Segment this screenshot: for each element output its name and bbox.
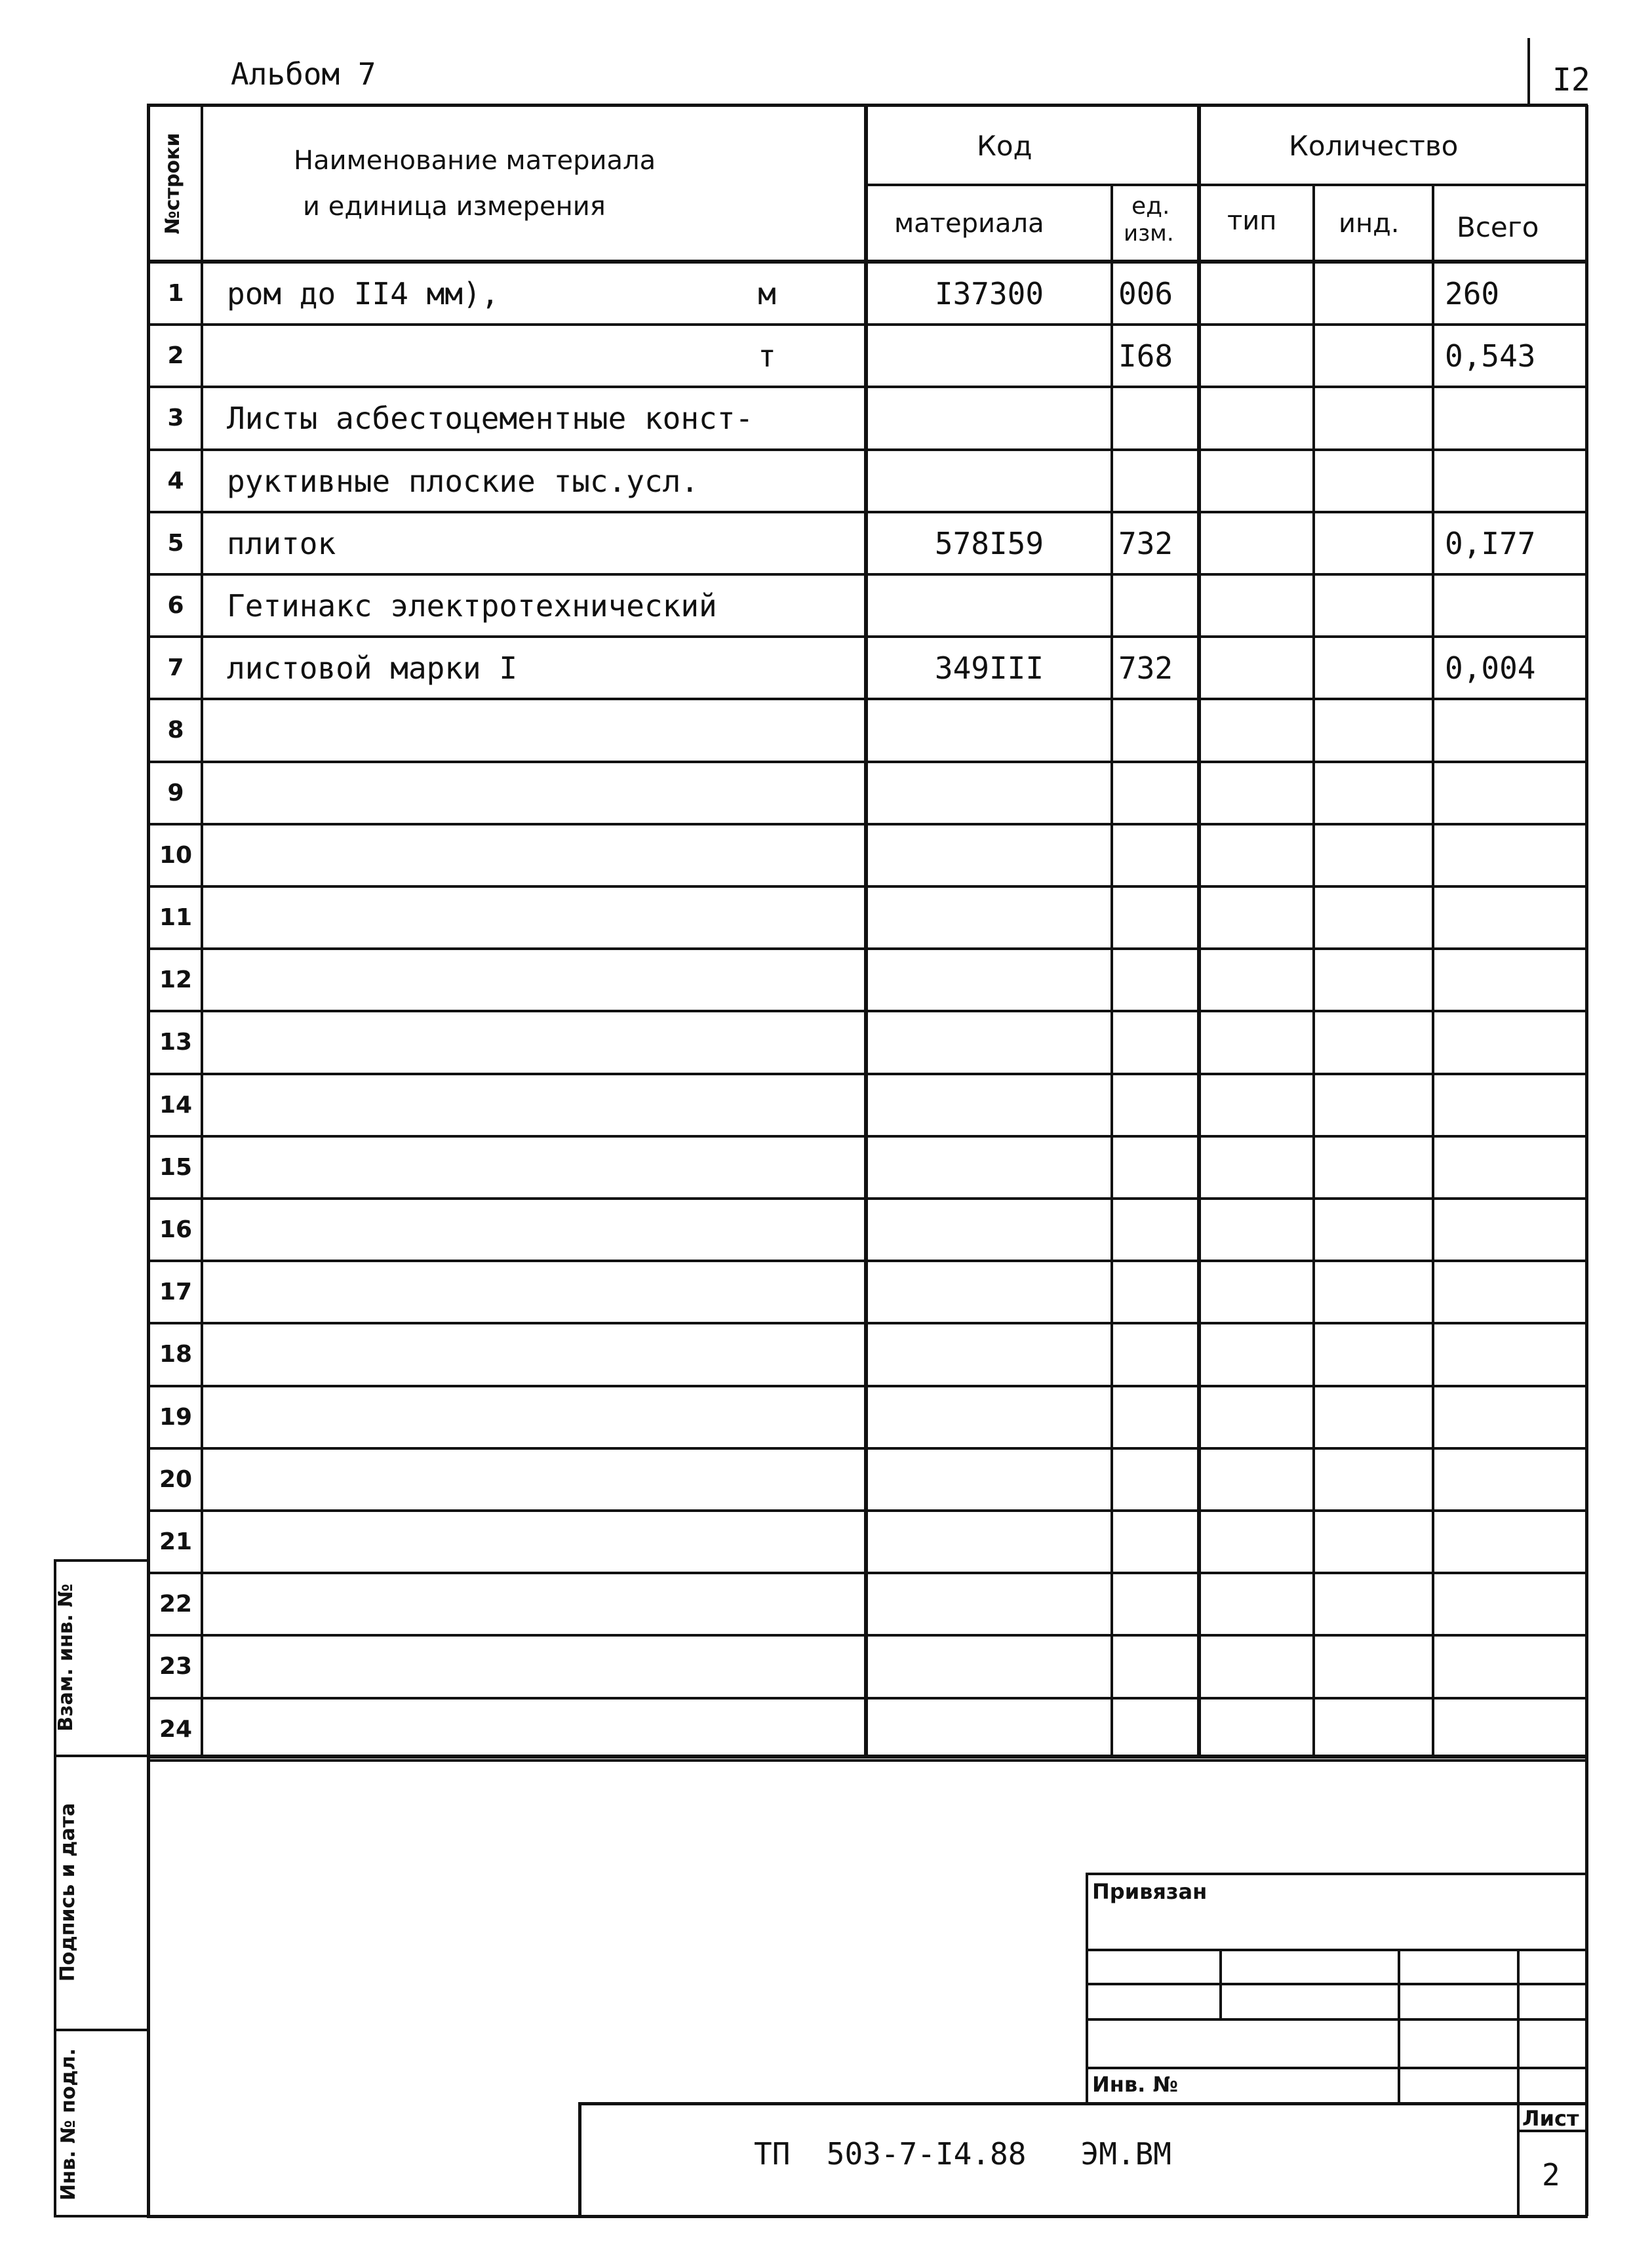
quantity-type-cell <box>1201 1448 1312 1511</box>
privyazan-label: Привязан <box>1092 1879 1208 1904</box>
quantity-type-cell <box>1201 637 1312 699</box>
quantity-type-cell <box>1201 325 1312 387</box>
quantity-total-cell <box>1434 387 1585 449</box>
material-code-cell <box>868 325 1111 387</box>
material-code-cell <box>868 762 1111 824</box>
quantity-ind-cell <box>1315 1323 1432 1385</box>
quantity-total-cell: 0,I77 <box>1445 525 1536 561</box>
quantity-total-cell <box>1434 1448 1585 1511</box>
quantity-type-cell <box>1201 824 1312 886</box>
unit-label-cell <box>747 1074 787 1136</box>
unit-header-line2: изм. <box>1124 220 1174 247</box>
row-number: 17 <box>159 1279 193 1305</box>
material-code-cell: 349III <box>934 650 1044 686</box>
row-number: 1 <box>167 280 184 307</box>
unit-code-cell <box>1113 1199 1197 1261</box>
material-code-cell <box>868 1573 1111 1635</box>
quantity-total-cell <box>1434 1261 1585 1323</box>
unit-label-cell <box>747 450 787 512</box>
quantity-ind-cell <box>1315 450 1432 512</box>
unit-code-cell <box>1113 1323 1197 1385</box>
material-code-cell <box>868 949 1111 1011</box>
quantity-total-cell <box>1434 450 1585 512</box>
sheet-number: 2 <box>1542 2157 1560 2193</box>
quantity-total-cell <box>1434 1573 1585 1635</box>
material-name-cell: Листы асбестоцементные конст- <box>227 400 754 436</box>
quantity-total-cell <box>1434 1511 1585 1573</box>
quantity-total-cell <box>1434 762 1585 824</box>
row-number: 14 <box>159 1092 193 1119</box>
material-code-cell <box>868 1511 1111 1573</box>
quantity-total-cell <box>1434 886 1585 949</box>
unit-label-cell <box>747 886 787 949</box>
quantity-total-cell <box>1434 699 1585 761</box>
material-code-cell <box>868 824 1111 886</box>
unit-label-cell <box>747 1511 787 1573</box>
quantity-total-cell <box>1434 1386 1585 1448</box>
material-code-cell: I37300 <box>934 275 1044 311</box>
row-number: 11 <box>159 904 193 931</box>
quantity-ind-cell <box>1315 387 1432 449</box>
unit-code-cell: I68 <box>1118 338 1173 374</box>
album-title: Альбом 7 <box>231 56 376 92</box>
row-number: 21 <box>159 1528 193 1555</box>
inv-podl-label: Инв. № подл. <box>57 2048 80 2201</box>
row-number: 7 <box>167 654 184 681</box>
quantity-type-cell <box>1201 1511 1312 1573</box>
quantity-type-cell <box>1201 1698 1312 1760</box>
quantity-total-cell <box>1434 1635 1585 1698</box>
quantity-ind-cell <box>1315 1511 1432 1573</box>
quantity-ind-cell <box>1315 699 1432 761</box>
unit-code-cell <box>1113 1261 1197 1323</box>
material-code-cell <box>868 1386 1111 1448</box>
row-number: 24 <box>159 1716 193 1743</box>
quantity-ind-cell <box>1315 1635 1432 1698</box>
quantity-type-cell <box>1201 387 1312 449</box>
quantity-type-cell <box>1201 699 1312 761</box>
unit-label-cell <box>747 762 787 824</box>
row-number: 4 <box>167 467 184 494</box>
quantity-total-cell <box>1434 824 1585 886</box>
row-number: 3 <box>167 405 184 431</box>
material-code-cell <box>868 387 1111 449</box>
unit-label-cell: т <box>758 338 776 374</box>
material-name-cell: листовой марки I <box>227 650 518 686</box>
material-code-cell <box>868 1011 1111 1073</box>
unit-code-cell <box>1113 1074 1197 1136</box>
name-header-line1: Наименование материала <box>294 146 656 176</box>
unit-code-cell <box>1113 450 1197 512</box>
quantity-ind-cell <box>1315 1074 1432 1136</box>
document-code: ТП 503-7-I4.88 ЭМ.ВМ <box>754 2136 1171 2172</box>
unit-header-line1: ед. <box>1131 193 1170 220</box>
quantity-ind-cell <box>1315 824 1432 886</box>
quantity-type-cell <box>1201 1011 1312 1073</box>
quantity-type-cell <box>1201 1261 1312 1323</box>
unit-label-cell <box>747 637 787 699</box>
material-name-cell: плиток <box>227 525 336 561</box>
row-number: 15 <box>159 1154 193 1181</box>
vzam-inv-label: Взам. инв. № <box>54 1583 77 1732</box>
quantity-total-header: Всего <box>1457 211 1539 243</box>
unit-label-cell <box>747 1698 787 1760</box>
quantity-ind-cell <box>1315 1199 1432 1261</box>
unit-code-cell <box>1113 824 1197 886</box>
quantity-type-cell <box>1201 1573 1312 1635</box>
unit-code-cell <box>1113 762 1197 824</box>
unit-code-cell: 006 <box>1118 275 1173 311</box>
quantity-type-cell <box>1201 762 1312 824</box>
code-material-header: материала <box>894 209 1044 239</box>
quantity-type-cell <box>1201 1199 1312 1261</box>
quantity-ind-cell <box>1315 637 1432 699</box>
material-code-cell <box>868 1448 1111 1511</box>
unit-label-cell <box>747 512 787 574</box>
quantity-total-cell <box>1434 1136 1585 1199</box>
quantity-ind-cell <box>1315 1136 1432 1199</box>
unit-code-cell <box>1113 886 1197 949</box>
quantity-type-cell <box>1201 1386 1312 1448</box>
unit-label-cell <box>747 1386 787 1448</box>
row-number-header: №строки <box>161 132 184 235</box>
quantity-type-cell <box>1201 450 1312 512</box>
unit-code-cell <box>1113 574 1197 637</box>
row-number: 20 <box>159 1466 193 1493</box>
row-number: 13 <box>159 1029 193 1056</box>
material-code-cell: 578I59 <box>934 525 1044 561</box>
row-number: 18 <box>159 1341 193 1368</box>
quantity-ind-cell <box>1315 1261 1432 1323</box>
quantity-total-cell <box>1434 1698 1585 1760</box>
unit-label-cell <box>747 949 787 1011</box>
quantity-ind-cell <box>1315 1386 1432 1448</box>
quantity-type-cell <box>1201 1136 1312 1199</box>
row-number: 9 <box>167 780 184 806</box>
unit-label-cell: м <box>758 275 776 311</box>
quantity-ind-cell <box>1315 1011 1432 1073</box>
row-number: 2 <box>167 342 184 369</box>
unit-code-cell: 732 <box>1118 650 1173 686</box>
unit-label-cell <box>747 1573 787 1635</box>
quantity-type-cell <box>1201 886 1312 949</box>
row-number: 6 <box>167 592 184 619</box>
unit-code-cell <box>1113 1573 1197 1635</box>
unit-label-cell <box>747 1635 787 1698</box>
quantity-group-header: Количество <box>1289 130 1459 162</box>
quantity-ind-cell <box>1315 1698 1432 1760</box>
unit-label-cell <box>747 387 787 449</box>
material-name-cell: руктивные плоские тыс.усл. <box>227 463 699 499</box>
quantity-ind-cell <box>1315 262 1432 325</box>
quantity-type-cell <box>1201 1635 1312 1698</box>
material-code-cell <box>868 886 1111 949</box>
page-number-divider <box>1527 38 1530 106</box>
row-number: 16 <box>159 1216 193 1243</box>
quantity-total-cell <box>1434 1074 1585 1136</box>
page-number: I2 <box>1552 62 1590 98</box>
quantity-type-cell <box>1201 262 1312 325</box>
quantity-total-cell: 0,543 <box>1445 338 1536 374</box>
row-number: 19 <box>159 1404 193 1431</box>
quantity-ind-cell <box>1315 1448 1432 1511</box>
sheet-label: Лист <box>1522 2106 1579 2131</box>
material-code-cell <box>868 1136 1111 1199</box>
quantity-ind-header: инд. <box>1339 209 1400 239</box>
material-code-cell <box>868 699 1111 761</box>
inv-no-label: Инв. № <box>1092 2072 1178 2097</box>
name-header-line2: и единица измерения <box>303 191 606 222</box>
quantity-total-cell <box>1434 1323 1585 1385</box>
unit-code-cell <box>1113 1136 1197 1199</box>
material-code-cell <box>868 1698 1111 1760</box>
unit-code-cell <box>1113 699 1197 761</box>
unit-code-cell <box>1113 1448 1197 1511</box>
row-number: 12 <box>159 966 193 993</box>
quantity-total-cell <box>1434 1011 1585 1073</box>
material-name-cell: Гетинакс электротехнический <box>227 587 717 624</box>
quantity-type-cell <box>1201 949 1312 1011</box>
unit-code-cell <box>1113 1635 1197 1698</box>
quantity-ind-cell <box>1315 325 1432 387</box>
material-code-cell <box>868 450 1111 512</box>
unit-label-cell <box>747 1011 787 1073</box>
unit-code-cell <box>1113 387 1197 449</box>
quantity-type-cell <box>1201 1074 1312 1136</box>
quantity-total-cell <box>1434 949 1585 1011</box>
material-code-cell <box>868 574 1111 637</box>
quantity-total-cell <box>1434 1199 1585 1261</box>
quantity-type-cell <box>1201 574 1312 637</box>
row-number: 10 <box>159 842 193 869</box>
row-number: 5 <box>167 530 184 557</box>
unit-label-cell <box>747 1136 787 1199</box>
quantity-ind-cell <box>1315 949 1432 1011</box>
quantity-total-cell <box>1434 574 1585 637</box>
row-number: 8 <box>167 717 184 744</box>
quantity-ind-cell <box>1315 886 1432 949</box>
podpis-data-label: Подпись и дата <box>56 1802 79 1982</box>
quantity-ind-cell <box>1315 574 1432 637</box>
unit-code-cell <box>1113 949 1197 1011</box>
quantity-type-header: тип <box>1227 206 1277 236</box>
unit-code-cell <box>1113 1386 1197 1448</box>
quantity-type-cell <box>1201 512 1312 574</box>
unit-code-cell <box>1113 1698 1197 1760</box>
quantity-type-cell <box>1201 1323 1312 1385</box>
unit-label-cell <box>747 824 787 886</box>
unit-label-cell <box>747 1199 787 1261</box>
material-code-cell <box>868 1261 1111 1323</box>
quantity-ind-cell <box>1315 762 1432 824</box>
unit-label-cell <box>747 1323 787 1385</box>
quantity-ind-cell <box>1315 512 1432 574</box>
material-code-cell <box>868 1323 1111 1385</box>
unit-label-cell <box>747 1448 787 1511</box>
unit-label-cell <box>747 1261 787 1323</box>
quantity-total-cell: 0,004 <box>1445 650 1536 686</box>
unit-code-cell: 732 <box>1118 525 1173 561</box>
row-number: 22 <box>159 1591 193 1618</box>
material-name-cell: ром до II4 мм), <box>227 275 500 311</box>
quantity-total-cell: 260 <box>1445 275 1500 311</box>
quantity-ind-cell <box>1315 1573 1432 1635</box>
unit-label-cell <box>747 699 787 761</box>
unit-label-cell <box>747 574 787 637</box>
row-number: 23 <box>159 1653 193 1680</box>
unit-code-cell <box>1113 1011 1197 1073</box>
code-group-header: Код <box>977 130 1032 162</box>
material-code-cell <box>868 1074 1111 1136</box>
material-code-cell <box>868 1199 1111 1261</box>
material-code-cell <box>868 1635 1111 1698</box>
unit-code-cell <box>1113 1511 1197 1573</box>
